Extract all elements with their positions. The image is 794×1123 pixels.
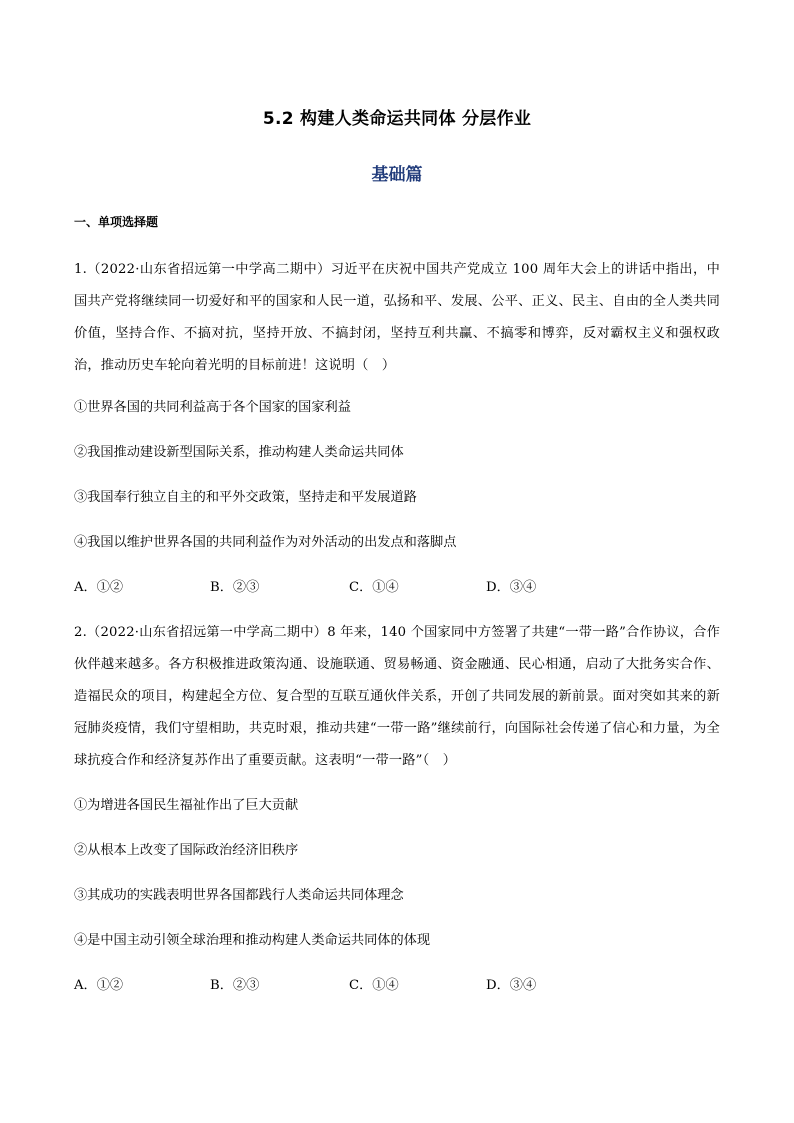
section-heading: 一、单项选择题 xyxy=(74,215,159,229)
question-2-option-2: ②从根本上改变了国际政治经济旧秩序 xyxy=(74,843,299,858)
question-1-stem: 1.（2022·山东省招远第一中学高二期中）习近平在庆祝中国共产党成立 100 周年大会上的讲话中指出，中国共产党将继续同一切爱好和平的国家和人民一道，弘扬和平、发展、公平、正义、民主、自由的全人类共同价值，坚持合作、不搞对抗，坚持开放、不搞封闭，坚持互利共赢、不搞零和博弈，反对霸权主义和强权政治，推动历史车轮向着光明的目标前进！这说明（ ） xyxy=(74,262,720,373)
question-2-choice-c: C．①④ xyxy=(349,978,399,993)
question-2-choice-b: B．②③ xyxy=(210,978,260,993)
page-title: 5.2 构建人类命运共同体 分层作业 xyxy=(262,109,532,129)
question-1-option-4: ④我国以维护世界各国的共同利益作为对外活动的出发点和落脚点 xyxy=(74,535,457,550)
question-1-choice-d: D．③④ xyxy=(486,580,537,595)
question-2-option-1: ①为增进各国民生福祉作出了巨大贡献 xyxy=(74,798,299,813)
question-1-choice-a: A．①② xyxy=(74,580,124,595)
question-1-choice-b: B．②③ xyxy=(210,580,260,595)
level-subtitle: 基础篇 xyxy=(371,165,423,185)
question-2-option-3: ③其成功的实践表明世界各国都践行人类命运共同体理念 xyxy=(74,888,404,903)
question-1-option-2: ②我国推动建设新型国际关系，推动构建人类命运共同体 xyxy=(74,445,404,460)
question-1-option-3: ③我国奉行独立自主的和平外交政策，坚持走和平发展道路 xyxy=(74,490,417,505)
question-2-stem: 2.（2022·山东省招远第一中学高二期中）8 年来，140 个国家同中方签署了共建“一带一路”合作协议，合作伙伴越来越多。各方积极推进政策沟通、设施联通、贸易畅通、资金融通、民心相通，启动了大批务实合作、造福民众的项目，构建起全方位、复合型的互联互通伙伴关系，开创了共同发展的新前景。面对突如其来的新冠肺炎疫情，我们守望相助，共克时艰，推动共建“一带一路”继续前行，向国际社会传递了信心和力量，为全球抗疫合作和经济复苏作出了重要贡献。这表明“一带一路”（ ） xyxy=(74,625,720,768)
question-1-option-1: ①世界各国的共同利益高于各个国家的国家利益 xyxy=(74,400,351,415)
question-2-option-4: ④是中国主动引领全球治理和推动构建人类命运共同体的体现 xyxy=(74,933,431,948)
question-1-choice-c: C．①④ xyxy=(349,580,399,595)
question-2-choice-d: D．③④ xyxy=(486,978,537,993)
question-2-choice-a: A．①② xyxy=(74,978,124,993)
